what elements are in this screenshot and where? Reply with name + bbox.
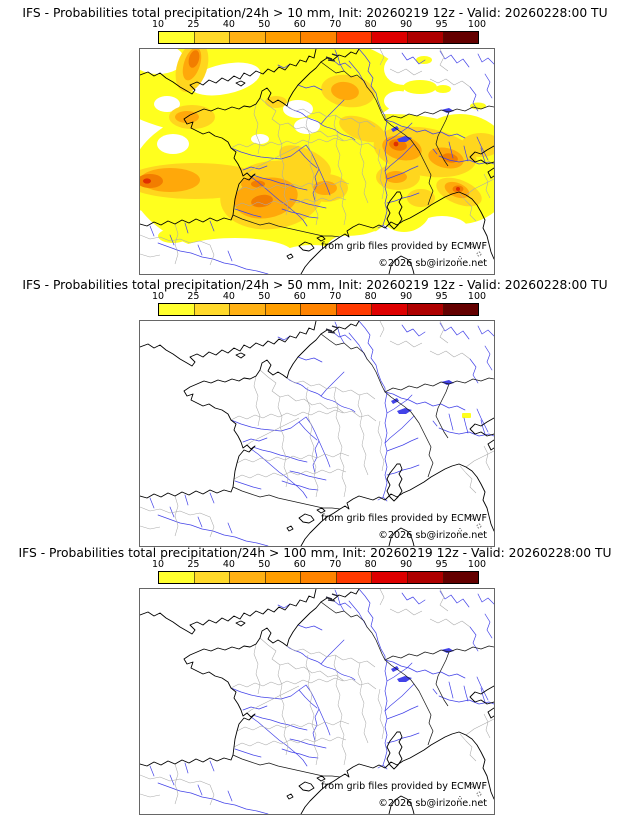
panel-title: IFS - Probabilities total precipitation/24h > 10 mm, Init: 20260219 12z - Valid: 20260228:00 TU (22, 6, 608, 20)
colorbar-segment (159, 304, 195, 315)
colorbar-ticks (151, 559, 487, 570)
colorbar-tick: 70 (329, 291, 342, 302)
colorbar-tick: 10 (151, 19, 165, 30)
colorbar-ticks (151, 291, 487, 302)
colorbar-segment (337, 32, 373, 43)
colorbar-tick: 100 (467, 19, 487, 30)
colorbar-tick: 60 (293, 559, 306, 570)
colorbar-segment (301, 32, 337, 43)
colorbar-tick: 80 (364, 559, 377, 570)
colorbar-segment (266, 32, 302, 43)
colorbar-tick: 60 (293, 19, 306, 30)
colorbar-segment (408, 32, 444, 43)
colorbar-segment (444, 32, 479, 43)
ecmwf-credit: from grib files provided by ECMWF (321, 513, 487, 524)
colorbar-tick: 80 (364, 291, 377, 302)
colorbar-segment (266, 572, 302, 583)
colorbar-segment (301, 304, 337, 315)
colorbar-tick: 10 (151, 559, 165, 570)
colorbar-tick: 70 (329, 19, 342, 30)
colorbar-tick: 25 (187, 559, 200, 570)
colorbar-segment (408, 304, 444, 315)
colorbar-tick: 95 (435, 559, 448, 570)
panel-title: IFS - Probabilities total precipitation/24h > 100 mm, Init: 20260219 12z - Valid: 20260228:00 TU (18, 546, 612, 560)
map-frame (139, 320, 495, 547)
colorbar (158, 31, 479, 44)
colorbar-segment (408, 572, 444, 583)
colorbar-segment (230, 32, 266, 43)
colorbar-tick: 40 (222, 559, 235, 570)
colorbar-tick: 50 (258, 291, 271, 302)
copyright-credit: ©2026 sb@irizone.net (378, 798, 487, 809)
colorbar-segment (372, 32, 408, 43)
colorbar-segment (372, 572, 408, 583)
colorbar-tick: 50 (258, 19, 271, 30)
colorbar-tick: 40 (222, 291, 235, 302)
colorbar (158, 303, 479, 316)
colorbar-tick: 90 (400, 19, 413, 30)
colorbar-segment (230, 304, 266, 315)
copyright-credit: ©2026 sb@irizone.net (378, 530, 487, 541)
colorbar-segment (230, 572, 266, 583)
colorbar (158, 571, 479, 584)
colorbar-tick: 60 (293, 291, 306, 302)
colorbar-tick: 70 (329, 559, 342, 570)
colorbar-tick: 90 (400, 559, 413, 570)
colorbar-segment (337, 304, 373, 315)
colorbar-tick: 95 (435, 19, 448, 30)
colorbar-tick: 10 (151, 291, 165, 302)
map-frame (139, 48, 495, 275)
colorbar-segment (195, 304, 231, 315)
colorbar-tick: 100 (467, 559, 487, 570)
colorbar-tick: 100 (467, 291, 487, 302)
colorbar-tick: 95 (435, 291, 448, 302)
colorbar-tick: 90 (400, 291, 413, 302)
colorbar-segment (266, 304, 302, 315)
colorbar-segment (444, 304, 479, 315)
ecmwf-credit: from grib files provided by ECMWF (321, 241, 487, 252)
panel-title: IFS - Probabilities total precipitation/24h > 50 mm, Init: 20260219 12z - Valid: 20260228:00 TU (22, 278, 608, 292)
colorbar-segment (444, 572, 479, 583)
colorbar-segment (159, 32, 195, 43)
colorbar-segment (195, 572, 231, 583)
colorbar-tick: 50 (258, 559, 271, 570)
panel-precip-10mm (0, 0, 630, 270)
colorbar-segment (159, 572, 195, 583)
colorbar-tick: 25 (187, 19, 200, 30)
copyright-credit: ©2026 sb@irizone.net (378, 258, 487, 269)
colorbar-tick: 40 (222, 19, 235, 30)
colorbar-segment (301, 572, 337, 583)
panel-precip-100mm (0, 540, 630, 810)
colorbar-tick: 25 (187, 291, 200, 302)
colorbar-segment (372, 304, 408, 315)
colorbar-segment (195, 32, 231, 43)
colorbar-tick: 80 (364, 19, 377, 30)
panel-precip-50mm (0, 272, 630, 542)
colorbar-segment (337, 572, 373, 583)
map-frame (139, 588, 495, 815)
colorbar-ticks (151, 19, 487, 30)
ecmwf-credit: from grib files provided by ECMWF (321, 781, 487, 792)
